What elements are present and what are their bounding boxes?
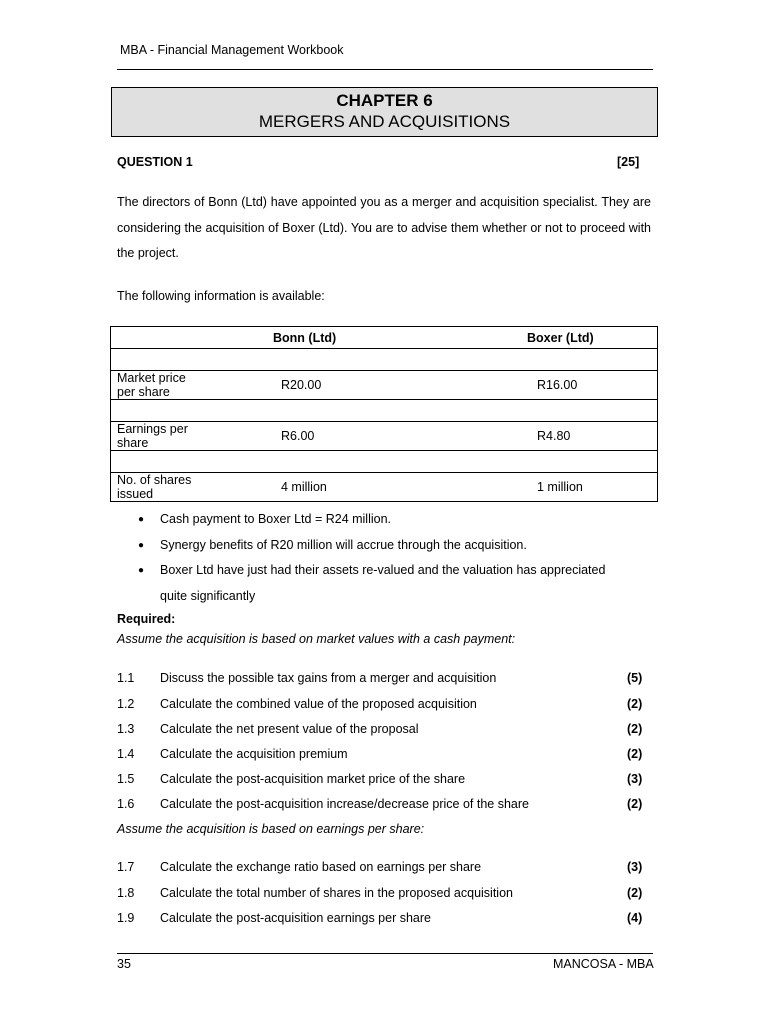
question-text: Calculate the combined value of the proposed acquisition — [160, 697, 477, 711]
question-number: 1.1 — [117, 671, 135, 685]
table-spacer-row — [111, 349, 658, 371]
table-spacer-row — [111, 400, 658, 422]
question-marks: (3) — [627, 772, 643, 786]
question-row — [117, 797, 647, 817]
question-marks: (2) — [627, 747, 643, 761]
question-number: 1.3 — [117, 722, 135, 736]
table-cell-label: Market price per share — [111, 371, 198, 400]
footer-publisher: MANCOSA - MBA — [553, 957, 654, 971]
question-text: Calculate the exchange ratio based on earnings per share — [160, 860, 482, 874]
header-rule — [117, 69, 653, 70]
table-cell-boxer: 1 million — [455, 473, 658, 502]
question-number: 1.8 — [117, 886, 135, 900]
table-header-boxer: Boxer (Ltd) — [455, 327, 658, 349]
bullet-text: Synergy benefits of R20 million will accrue through the acquisition. — [160, 537, 527, 552]
question-marks: (2) — [627, 797, 643, 811]
question-text: Calculate the acquisition premium — [160, 747, 348, 761]
question-row — [117, 911, 647, 931]
question-marks: (2) — [627, 886, 643, 900]
table-header-cell — [111, 327, 198, 349]
question-marks: (3) — [627, 860, 643, 874]
list-item — [138, 533, 618, 559]
question-number: 1.4 — [117, 747, 135, 761]
question-text: Calculate the post-acquisition earnings per share — [160, 911, 431, 925]
question-row — [117, 860, 647, 880]
question-number: 1.7 — [117, 860, 135, 874]
running-header: MBA - Financial Management Workbook — [120, 43, 344, 57]
question-marks: (2) — [627, 722, 643, 736]
question-label: QUESTION 1 — [117, 155, 193, 169]
question-text: Discuss the possible tax gains from a merger and acquisition — [160, 671, 497, 685]
chapter-title: CHAPTER 6 — [336, 91, 433, 110]
question-total-marks: [25] — [617, 155, 640, 169]
question-text: Calculate the post-acquisition market price of the share — [160, 772, 466, 786]
question-row — [117, 697, 647, 717]
question-row — [117, 886, 647, 906]
question-text: Calculate the total number of shares in the proposed acquisition — [160, 886, 513, 900]
bullet-text: Boxer Ltd have just had their assets re-valued and the valuation has appreciated quite significantly — [160, 563, 606, 603]
info-line: The following information is available: — [117, 289, 325, 303]
table-cell-bonn: R20.00 — [197, 371, 455, 400]
question-number: 1.6 — [117, 797, 135, 811]
bullet-text: Cash payment to Boxer Ltd = R24 million. — [160, 512, 392, 526]
table-header-row — [111, 327, 658, 349]
page-number: 35 — [117, 957, 131, 971]
table-cell-label: Earnings per share — [111, 422, 198, 451]
table-row — [111, 422, 658, 451]
table-cell-bonn: R6.00 — [197, 422, 455, 451]
table-header-bonn: Bonn (Ltd) — [197, 327, 455, 349]
table-cell-label: No. of shares issued — [111, 473, 198, 502]
question-row — [117, 722, 647, 742]
question-number: 1.9 — [117, 911, 135, 925]
question-row — [117, 772, 647, 792]
question-marks: (5) — [627, 671, 643, 685]
table-row — [111, 473, 658, 502]
question-marks: (4) — [627, 911, 643, 925]
info-table — [110, 326, 658, 502]
table-spacer-row — [111, 451, 658, 473]
footer-rule — [117, 953, 653, 954]
question-number: 1.2 — [117, 697, 135, 711]
question-row — [117, 671, 647, 691]
chapter-subtitle: MERGERS AND ACQUISITIONS — [258, 112, 511, 131]
question-text: Calculate the net present value of the proposal — [160, 722, 419, 736]
question-text: Calculate the post-acquisition increase/decrease price of the share — [160, 797, 529, 811]
question-number: 1.5 — [117, 772, 135, 786]
table-row — [111, 371, 658, 400]
list-item — [138, 507, 618, 533]
required-heading: Required: — [117, 612, 176, 626]
question-marks: (2) — [627, 697, 643, 711]
bullet-list — [138, 507, 618, 609]
assume-eps-note: Assume the acquisition is based on earnings per share: — [117, 822, 425, 836]
question-row — [117, 747, 647, 767]
chapter-banner — [111, 87, 658, 137]
bullet-icon: ● — [138, 514, 145, 525]
table-cell-boxer: R16.00 — [455, 371, 658, 400]
table-cell-bonn: 4 million — [197, 473, 455, 502]
table-cell-boxer: R4.80 — [455, 422, 658, 451]
bullet-icon: ● — [138, 565, 145, 576]
assume-market-note: Assume the acquisition is based on market values with a cash payment: — [117, 632, 516, 646]
intro-paragraph: The directors of Bonn (Ltd) have appointed you as a merger and acquisition specialist. They are considering the acquisition of Boxer (Ltd). You are to advise them whether or not to proceed with the project. — [117, 195, 651, 260]
list-item — [138, 558, 618, 609]
bullet-icon: ● — [138, 539, 145, 551]
